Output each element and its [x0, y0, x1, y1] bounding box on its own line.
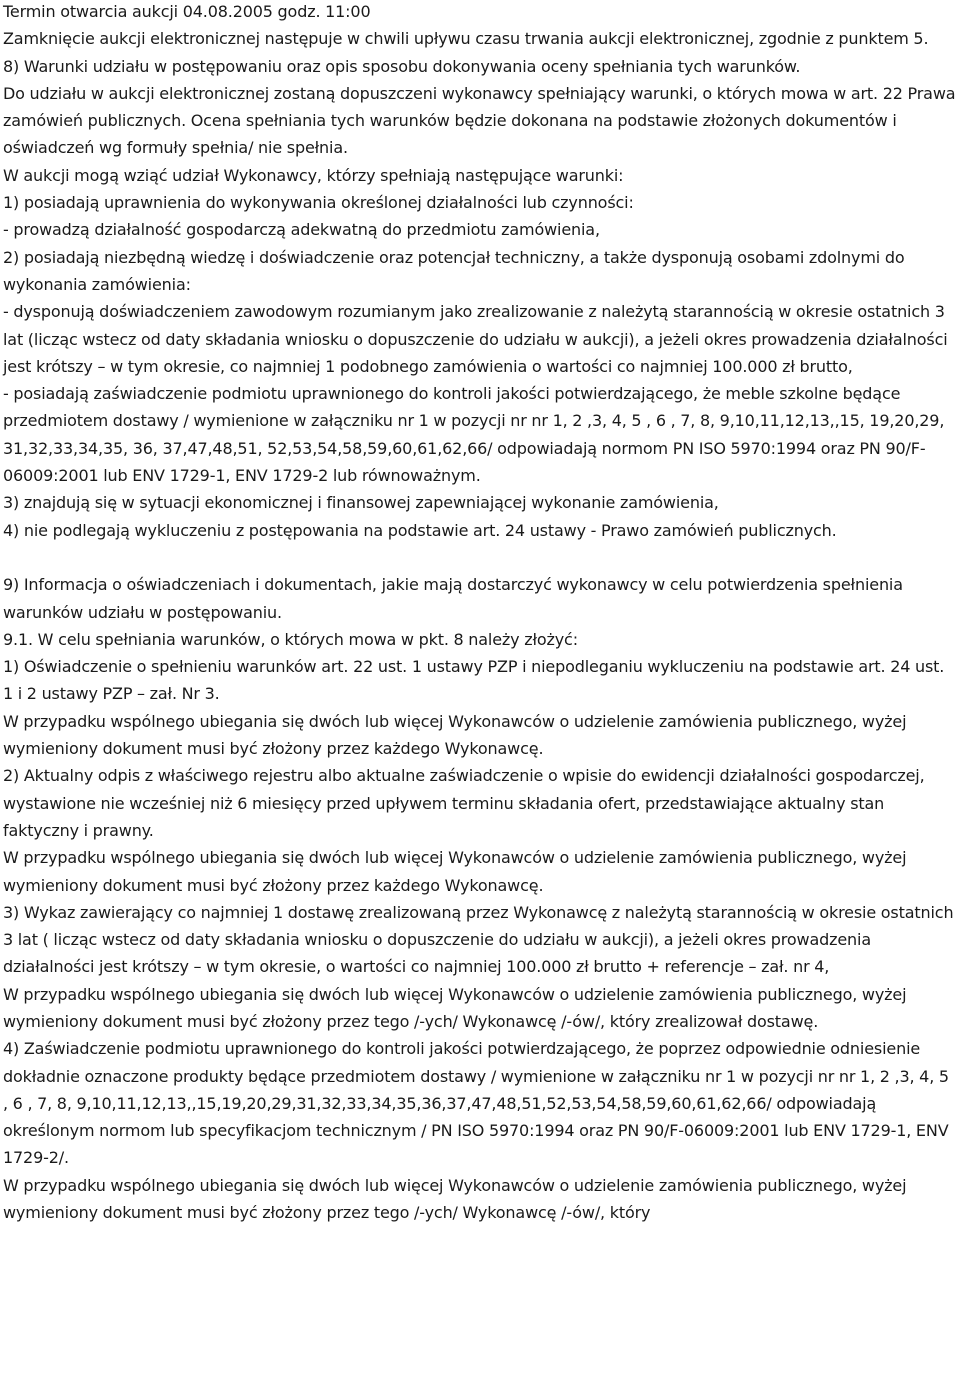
- condition-3: 3) znajdują się w sytuacji ekonomicznej i finansowej zapewniającej wykonanie zamówienia,: [3, 493, 719, 513]
- condition-2: 2) posiadają niezbędną wiedzę i doświadczenie oraz potencjał techniczny, a także dysponują osobami zdolnymi do wykonania zamówienia:: [3, 247, 905, 294]
- heading-participation-conditions: 8) Warunki udziału w postępowaniu oraz opis sposobu dokonywania oceny spełniania tych warunków.: [3, 56, 801, 76]
- document-3-joint-note: W przypadku wspólnego ubiegania się dwóch lub więcej Wykonawców o udzielenie zamówienia publicznego, wyżej wymieniony dokument musi być złożony przez tego /-ych/ Wykonawcę /-ów/, który zrealizował dostawę.: [3, 984, 907, 1031]
- document-2: 2) Aktualny odpis z właściwego rejestru albo aktualne zaświadczenie o wpisie do ewidencji działalności gospodarczej, wystawione nie wcześniej niż 6 miesięcy przed upływem terminu składania ofert, przedstawiające aktualny stan faktyczny i prawny.: [3, 766, 925, 840]
- condition-2-certificate: - posiadają zaświadczenie podmiotu uprawnionego do kontroli jakości potwierdzającego, że meble szkolne będące przedmiotem dostawy / wymienione w załączniku nr 1 w pozycji nr nr 1, 2 ,3, 4, 5 , 6 , 7, 8, 9,10,11,12,13,,15, 19,20,29, 31,32,33,34,35, 36, 37,47,48,51, 52,53,54,58,59,60,61,62,66/ odpowiadają normom PN ISO 5970:1994 oraz PN 90/F-06009:2001 lub ENV 1729-1, ENV 1729-2 lub równoważnym.: [3, 384, 945, 486]
- document-4: 4) Zaświadczenie podmiotu uprawnionego do kontroli jakości potwierdzającego, że poprzez odpowiednie odniesienie dokładnie oznaczone produkty będące przedmiotem dostawy / wymienione w załączniku nr 1 w pozycji nr nr 1, 2 ,3, 4, 5 , 6 , 7, 8, 9,10,11,12,13,,15,19,20,29,31,32,33,34,35,36,37,47,48,51,52,53,54,58,59,60,61,62,66/ odpowiadają określonym normom lub specyfikacjom technicznym / PN ISO 5970:1994 oraz PN 90/F-06009:2001 lub ENV 1729-1, ENV 1729-2/.: [3, 1039, 949, 1168]
- auction-closing-rule: Zamknięcie aukcji elektronicznej następuje w chwili upływu czasu trwania aukcji elektronicznej, zgodnie z punktem 5.: [3, 29, 929, 49]
- participation-admission-text: Do udziału w aukcji elektronicznej zostaną dopuszczeni wykonawcy spełniający warunki, o których mowa w art. 22 Prawa zamówień publicznych. Ocena spełniania tych warunków będzie dokonana na podstawie złożonych dokumentów i oświadczeń wg formuły spełnia/ nie spełnia.: [3, 83, 956, 158]
- document-1-joint-note: W przypadku wspólnego ubiegania się dwóch lub więcej Wykonawców o udzielenie zamówienia publicznego, wyżej wymieniony dokument musi być złożony przez każdego Wykonawcę.: [3, 711, 907, 759]
- condition-4: 4) nie podlegają wykluczeniu z postępowania na podstawie art. 24 ustawy - Prawo zamówień publicznych.: [3, 520, 837, 540]
- auction-opening-time: Termin otwarcia aukcji 04.08.2005 godz. 11:00: [3, 2, 371, 21]
- condition-1-detail: - prowadzą działalność gospodarczą adekwatną do przedmiotu zamówienia,: [3, 220, 600, 240]
- section-required-documents: [3, 571, 957, 1226]
- condition-1: 1) posiadają uprawnienia do wykonywania określonej działalności lub czynności:: [3, 193, 634, 213]
- heading-documents-info: 9) Informacja o oświadczeniach i dokumentach, jakie mają dostarczyć wykonawcy w celu potwierdzenia spełnienia warunków udziału w postępowaniu.: [3, 575, 903, 622]
- condition-2-experience: - dysponują doświadczeniem zawodowym rozumianym jako zrealizowanie z należytą starannością w okresie ostatnich 3 lat (licząc wstecz od daty składania wniosku o dopuszczenie do udziału w aukcji), a jeżeli okres prowadzenia działalności jest krótszy – w tym okresie, co najmniej 1 podobnego zamówienia o wartości co najmniej 100.000 zł brutto,: [3, 302, 948, 376]
- document-1: 1) Oświadczenie o spełnieniu warunków art. 22 ust. 1 ustawy PZP i niepodleganiu wykluczeniu na podstawie art. 24 ust. 1 i 2 ustawy PZP – zał. Nr 3.: [3, 657, 945, 704]
- subheading-9-1: 9.1. W celu spełniania warunków, o których mowa w pkt. 8 należy złożyć:: [3, 629, 578, 649]
- document-2-joint-note: W przypadku wspólnego ubiegania się dwóch lub więcej Wykonawców o udzielenie zamówienia publicznego, wyżej wymieniony dokument musi być złożony przez każdego Wykonawcę.: [3, 848, 907, 895]
- document-4-joint-note: W przypadku wspólnego ubiegania się dwóch lub więcej Wykonawców o udzielenie zamówienia publicznego, wyżej wymieniony dokument musi być złożony przez tego /-ych/ Wykonawcę /-ów/, który: [3, 1175, 907, 1223]
- contractors-conditions-intro: W aukcji mogą wziąć udział Wykonawcy, którzy spełniają następujące warunki:: [3, 165, 624, 185]
- document-3: 3) Wykaz zawierający co najmniej 1 dostawę zrealizowaną przez Wykonawcę z należytą starannością w okresie ostatnich 3 lat ( licząc wstecz od daty składania wniosku o dopuszczenie do udziału w aukcji), a jeżeli okres prowadzenia działalności jest krótszy – w tym okresie, o wartości co najmniej 100.000 zł brutto + referencje – zał. nr 4,: [3, 902, 954, 977]
- section-auction-conditions: [3, 0, 957, 544]
